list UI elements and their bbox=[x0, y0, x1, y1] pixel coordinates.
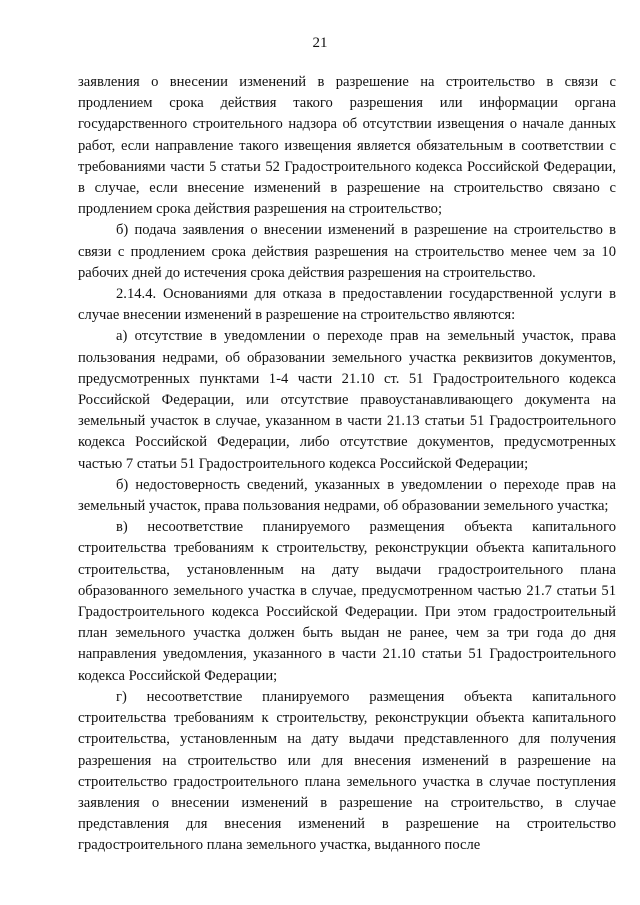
paragraph-item-b: б) недостоверность сведений, указанных в уведомлении о переходе прав на земельный участок, права пользования недрами, об образовании земельного участка; bbox=[78, 476, 616, 515]
paragraph-item-b-deadline: б) подача заявления о внесении изменений в разрешение на строительство в связи с продлением срока действия разрешения на строительство менее чем за 10 рабочих дней до истечения срока действия разрешения на строительство. bbox=[78, 222, 616, 281]
paragraph-continuation: заявления о внесении изменений в разрешение на строительство в связи с продлением срока действия такого разрешения или информации органа государственного строительного надзора об отсутствии извещения о начале данных работ, если направление такого извещения является обязательным в соответствии с требованиями части 5 статьи 52 Градостроительного кодекса Российской Федерации, в случае, если внесение изменений в разрешение на строительство связано с продлением срока действия разрешения на строительство; bbox=[78, 74, 616, 218]
page-number: 21 bbox=[312, 35, 328, 51]
document-body bbox=[78, 72, 616, 857]
paragraph-item-a: а) отсутствие в уведомлении о переходе прав на земельный участок, права пользования недрами, об образовании земельного участка реквизитов документов, предусмотренных пунктами 1-4 части 21.10 ст. 51 Градостроительного кодекса Российской Федерации, или отсутствие правоустанавливающего документа на земельный участок в случае, указанном в части 21.13 статьи 51 Градостроительного кодекса Российской Федерации, либо отсутствие документов, предусмотренных частью 7 статьи 51 Градостроительного кодекса Российской Федерации; bbox=[78, 328, 616, 472]
paragraph-item-g: г) несоответствие планируемого размещения объекта капитального строительства требованиям к строительству, реконструкции объекта капитального строительства, установленным на дату выдачи представленного для получения разрешения на строительство или для внесения изменений в разрешение на строительство градостроительного плана земельного участка в случае поступления заявления о внесении изменений в разрешение на строительство, в случае представления для внесения изменений в разрешение на строительство градостроительного плана земельного участка, выданного после bbox=[78, 688, 616, 854]
paragraph-item-v: в) несоответствие планируемого размещения объекта капитального строительства требованиям к строительству, реконструкции объекта капитального строительства, установленным на дату выдачи градостроительного плана образованного земельного участка в случае, предусмотренном частью 21.7 статьи 51 Градостроительного кодекса Российской Федерации. При этом градостроительный план земельного участка должен быть выдан не ранее, чем за три года до дня направления уведомления, указанного в части 21.10 статьи 51 Градостроительного кодекса Российской Федерации; bbox=[78, 519, 616, 684]
paragraph-section-2-14-4: 2.14.4. Основаниями для отказа в предоставлении государственной услуги в случае внесении изменений в разрешение на строительство являются: bbox=[78, 286, 616, 324]
